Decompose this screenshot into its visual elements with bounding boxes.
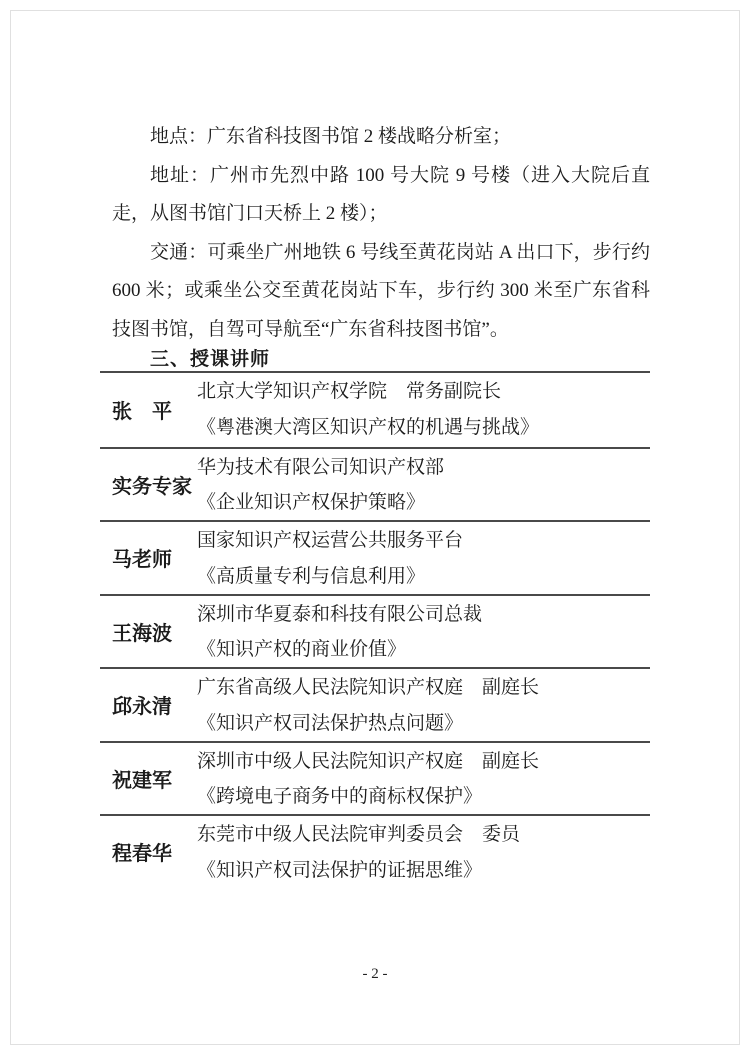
lecturer-affiliation: 广东省高级人民法院知识产权庭 副庭长 xyxy=(197,677,540,698)
lecturer-name: 祝建军 xyxy=(112,769,172,792)
lecturer-row xyxy=(100,373,650,447)
document-page xyxy=(10,10,740,1045)
lecturer-affiliation: 国家知识产权运营公共服务平台 xyxy=(197,530,464,551)
lecturer-row xyxy=(100,667,650,741)
paragraph-transport: 交通：可乘坐广州地铁 6 号线至黄花岗站 A 出口下，步行约 600 米；或乘坐公交至黄花岗站下车，步行约 300 米至广东省科技图书馆，自驾可导航至“广东省科技图书馆”。 xyxy=(112,241,650,340)
lecturer-row xyxy=(100,814,650,888)
lecturer-topic: 《跨境电子商务中的商标权保护》 xyxy=(197,786,483,807)
lecturer-affiliation: 深圳市华夏泰和科技有限公司总裁 xyxy=(197,603,483,625)
page-number: - 2 - xyxy=(362,966,388,982)
lecturer-name: 邱永清 xyxy=(112,696,172,719)
lecturer-topic: 《知识产权司法保护热点问题》 xyxy=(197,712,464,734)
lecturer-row xyxy=(100,594,650,668)
lecturer-name: 马老师 xyxy=(112,549,172,572)
lecturer-topic: 《知识产权司法保护的证据思维》 xyxy=(197,859,483,881)
lecturer-table xyxy=(100,371,650,888)
lecturer-name: 实务专家 xyxy=(112,475,192,498)
lecturer-details xyxy=(197,522,650,594)
lecturer-row xyxy=(100,741,650,815)
lecturer-affiliation: 深圳市中级人民法院知识产权庭 副庭长 xyxy=(197,750,540,772)
lecturer-row xyxy=(100,520,650,594)
lecturer-topic: 《企业知识产权保护策略》 xyxy=(197,492,426,513)
lecturer-topic: 《知识产权的商业价值》 xyxy=(197,639,407,660)
lecturer-topic: 《高质量专利与信息利用》 xyxy=(197,565,426,587)
lecturer-topic: 《粤港澳大湾区知识产权的机遇与挑战》 xyxy=(197,416,540,438)
lecturer-details xyxy=(197,816,650,888)
section-title-lecturers: 三、授课讲师 xyxy=(150,349,271,370)
lecturer-name: 王海波 xyxy=(112,622,172,645)
paragraph-location: 地点：广东省科技图书馆 2 楼战略分析室； xyxy=(150,126,512,147)
lecturer-affiliation: 东莞市中级人民法院审判委员会 委员 xyxy=(197,824,521,845)
lecturer-details xyxy=(197,596,650,668)
lecturer-details xyxy=(197,449,650,521)
lecturer-name: 张 平 xyxy=(112,401,172,424)
lecturer-affiliation: 北京大学知识产权学院 常务副院长 xyxy=(197,381,502,402)
lecturer-row xyxy=(100,447,650,521)
lecturer-details xyxy=(197,373,650,447)
lecturer-name: 程春华 xyxy=(112,843,172,866)
document-content xyxy=(100,118,650,888)
lecturer-affiliation: 华为技术有限公司知识产权部 xyxy=(197,456,445,478)
paragraph-address: 地址：广州市先烈中路 100 号大院 9 号楼（进入大院后直走，从图书馆门口天桥上 2 楼）； xyxy=(112,164,650,224)
lecturer-details xyxy=(197,743,650,815)
lecturer-details xyxy=(197,669,650,741)
